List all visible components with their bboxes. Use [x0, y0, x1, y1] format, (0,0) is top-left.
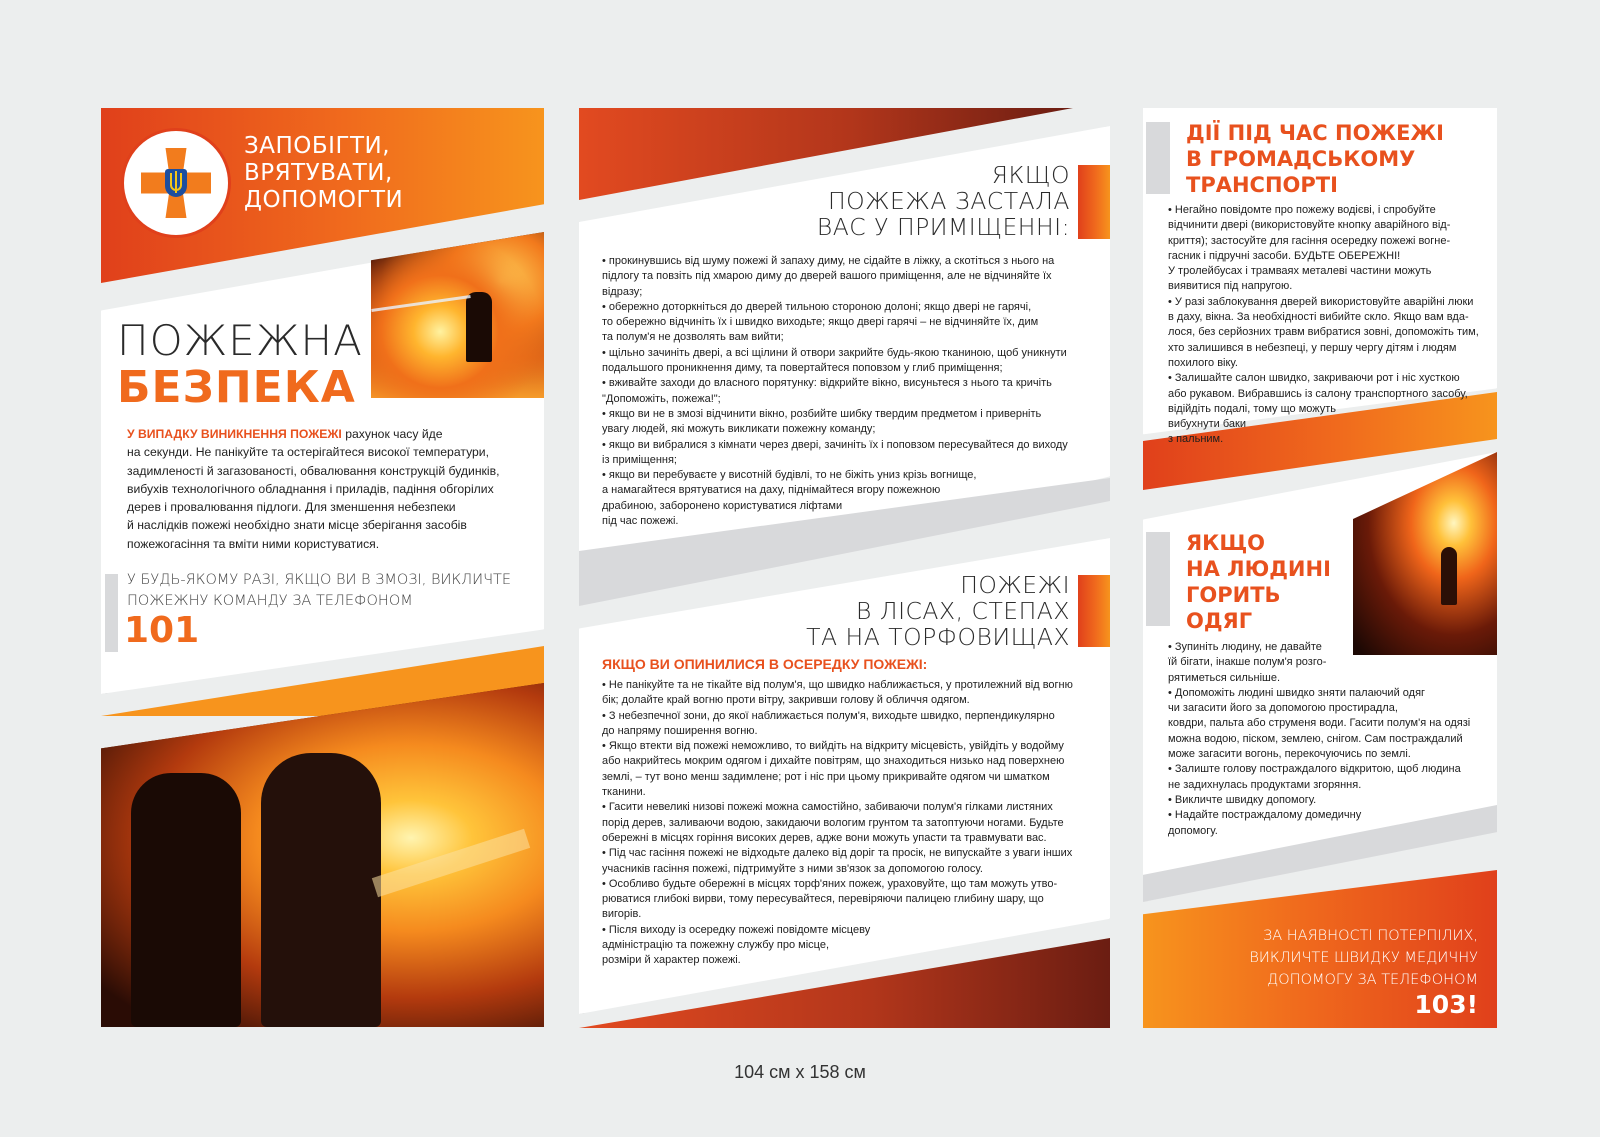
- title-accent: [1078, 165, 1110, 239]
- call-line: ПОЖЕЖНУ КОМАНДУ ЗА ТЕЛЕФОНОМ: [127, 593, 413, 609]
- rule-line: • Особливо будьте обережні в місцях торф'яних пожеж, ураховуйте, що там можуть утво-: [602, 877, 1058, 890]
- rule-line: • Гасити невеликі низові пожежі можна самостійно, забиваючи полум'я гілками листяних: [602, 801, 1053, 814]
- indoor-rules: [602, 254, 1102, 529]
- intro-text: [127, 425, 527, 553]
- rule-line: відійдіть подалі, тому що можуть: [1168, 402, 1337, 415]
- phone-101: 101: [124, 610, 200, 651]
- rule-line: бік; долайте край вогню проти вітру, закривши голову й обличчя одягом.: [602, 694, 970, 707]
- intro-lead: У ВИПАДКУ ВИНИКНЕННЯ ПОЖЕЖІ: [127, 427, 342, 441]
- rule-line: тканини.: [602, 786, 646, 799]
- transport-title-line: ДІЇ ПІД ЧАС ПОЖЕЖІ: [1186, 121, 1444, 145]
- rule-line: • якщо ви перебуваєте у висотній будівлі, то не біжіть униз крізь вогнище,: [602, 469, 977, 482]
- rule-line: "Допоможіть, пожежа!";: [602, 392, 721, 405]
- rule-line: або накрийтесь мокрим одягом і дихайте повітрям, що знаходиться низько над поверхнею: [602, 755, 1065, 768]
- rule-line: та полум'я не дозволять вам вийти;: [602, 331, 784, 344]
- clothes-title-line: ЯКЩО: [1186, 531, 1266, 555]
- rule-line: то обережно відчиніть їх і швидко виходьте; якщо двері гарячі – не відчиняйте їх, дим: [602, 316, 1039, 329]
- firefighter-photo: [371, 232, 544, 398]
- transport-title: [1186, 120, 1444, 198]
- rule-line: адміністрацію та пожежну службу про місце,: [602, 939, 830, 952]
- transport-rules: [1168, 203, 1493, 448]
- rule-line: • З небезпечної зони, до якої наближається полум'я, виходьте швидко, перпендикулярно: [602, 709, 1055, 722]
- rule-line: учасників гасіння пожежі, підтримуйте з ними зв'язок за допомогою голосу.: [602, 862, 983, 875]
- accent-bar: [105, 574, 118, 652]
- rule-line: • Викличте швидку допомогу.: [1168, 793, 1317, 806]
- call-line: У БУДЬ-ЯКОМУ РАЗІ, ЯКЩО ВИ В ЗМОЗІ, ВИКЛИЧТЕ: [127, 572, 512, 588]
- ambulance-call-text: [1160, 925, 1478, 991]
- rule-line: • якщо ви вибралися з кімнати через двері, зачиніть їх і поповзом пересувайтеся до виходу: [602, 438, 1068, 451]
- rule-line: чи загасити його за допомогою простирадла,: [1168, 702, 1398, 715]
- title-accent: [1078, 575, 1110, 647]
- intro-line: дерев і провалювання підлоги. Для зменшення небезпеки: [127, 500, 456, 515]
- ambulance-line: ДОПОМОГУ ЗА ТЕЛЕФОНОМ: [1267, 972, 1478, 988]
- slogan: [244, 133, 403, 214]
- rule-line: • вживайте заходи до власного порятунку: відкрийте вікно, висуньтеся з нього та кричіть: [602, 377, 1052, 390]
- forest-title: [760, 572, 1070, 650]
- rule-line: • Не панікуйте та не тікайте від полум'я, що швидко наближається, у протилежний від вогню: [602, 679, 1073, 691]
- accent-bar: [1146, 532, 1170, 626]
- transport-title-line: В ГРОМАДСЬКОМУ: [1186, 147, 1416, 171]
- clothes-rules: [1168, 640, 1493, 839]
- rule-line: рятиметься сильніше.: [1168, 671, 1281, 684]
- rule-line: не задихнулась продуктами згоряння.: [1168, 778, 1362, 791]
- clothes-title-line: ГОРИТЬ: [1186, 583, 1281, 607]
- rule-line: хто залишився в небезпеці, у першу чергу дітям і людям: [1168, 341, 1457, 354]
- rule-line: землі, – тут воно менш задимлене; рот і ніс при цьому прикривайте одягом чи шматком: [602, 770, 1050, 783]
- dsns-emblem: [121, 128, 231, 238]
- rule-line: подальшого проникнення диму, та повертайтеся поповзом у глиб приміщення;: [602, 362, 1003, 375]
- transport-title-line: ТРАНСПОРТІ: [1186, 173, 1338, 197]
- rule-line: з пальним.: [1168, 433, 1224, 446]
- rule-line: допомогу.: [1168, 824, 1218, 837]
- rule-line: • Зупиніть людину, не давайте: [1168, 641, 1322, 653]
- rule-line: • Залиште голову постраждалого відкритою, щоб людина: [1168, 763, 1461, 776]
- rule-line: відчинити двері (використовуйте кнопку аварійного від-: [1168, 219, 1451, 232]
- rule-line: виявитися під напругою.: [1168, 280, 1293, 293]
- rule-line: вибухнути баки: [1168, 418, 1246, 431]
- rule-line: увагу людей, які можуть викликати пожежну команду;: [602, 423, 876, 436]
- slogan-line: ДОПОМОГТИ: [244, 187, 404, 213]
- rule-line: ковдри, пальта або струменя води. Гасити полум'я на одязі: [1168, 717, 1471, 730]
- rule-line: лося, без серйозних травм вибратися зовні, допоможіть тим,: [1168, 326, 1479, 339]
- slogan-line: ВРЯТУВАТИ,: [244, 160, 393, 186]
- indoor-title: [760, 162, 1070, 240]
- rule-line: підлогу та повзіть під хмарою диму до дверей вашого приміщення, але не відчиняйте їх: [602, 270, 1052, 283]
- rule-line: гасник і підручні засоби. БУДЬТЕ ОБЕРЕЖНІ!: [1168, 249, 1401, 262]
- rule-line: їй бігати, інакше полум'я розго-: [1168, 656, 1327, 669]
- forest-subtitle: ЯКЩО ВИ ОПИНИЛИСЯ В ОСЕРЕДКУ ПОЖЕЖІ:: [602, 656, 928, 672]
- rule-line: рюватися глибокі вирви, тому пересувайтеся, перевіряючи палицею глибину шару, що: [602, 893, 1044, 906]
- trident-shield-icon: [165, 169, 187, 197]
- rule-line: похилого віку.: [1168, 356, 1238, 369]
- intro-line: пожежогасіння та вміти ними користуватися.: [127, 536, 380, 551]
- rule-line: У тролейбусах і трамваях металеві частини можуть: [1168, 265, 1432, 278]
- rule-line: драбиною, заборонено користуватися ліфтами: [602, 499, 843, 512]
- clothes-title-line: ОДЯГ: [1186, 609, 1253, 633]
- intro-line: рахунок часу йде: [341, 427, 443, 441]
- intro-line: вибухів технологічного обладнання і приладів, падіння обгорілих: [127, 481, 494, 496]
- rule-line: розміри й характер пожежі.: [602, 954, 741, 967]
- rule-line: можна водою, піском, землею, снігом. Сам постраждалий: [1168, 732, 1463, 745]
- title-pozhezhna: ПОЖЕЖНА: [117, 316, 363, 365]
- rule-line: вигорів.: [602, 908, 642, 921]
- forest-rules: [602, 678, 1102, 969]
- rule-line: • щільно зачиніть двері, а всі щілини й отвори закрийте будь-якою тканиною, щоб уникнути: [602, 346, 1067, 359]
- rule-line: в даху, вікна. За необхідності вибийте скло. Якщо вам вда-: [1168, 311, 1469, 324]
- rule-line: • Допоможіть людині швидко зняти палаючий одяг: [1168, 686, 1426, 699]
- rule-line: може загасити вогонь, перекочуючись по землі.: [1168, 748, 1411, 761]
- rule-line: • Негайно повідомте про пожежу водієві, і спробуйте: [1168, 204, 1436, 216]
- phone-103: 103!: [1414, 990, 1478, 1019]
- rule-line: до напряму поширення вогню.: [602, 724, 758, 737]
- forest-title-line: ТА НА ТОРФОВИЩАХ: [806, 623, 1070, 651]
- call-text: [127, 570, 511, 612]
- size-caption: 104 см х 158 см: [734, 1062, 866, 1082]
- ambulance-line: ЗА НАЯВНОСТІ ПОТЕРПІЛИХ,: [1263, 928, 1478, 944]
- indoor-title-line: ВАС У ПРИМІЩЕННІ:: [816, 213, 1070, 241]
- title-bezpeka: БЕЗПЕКА: [117, 362, 356, 413]
- forest-title-line: ПОЖЕЖІ: [960, 571, 1070, 599]
- intro-line: задимленості й загазованості, обвалювання конструкцій будинків,: [127, 463, 500, 478]
- rule-line: • обережно доторкніться до дверей тильною стороною долоні; якщо двері не гарячі,: [602, 300, 1032, 313]
- rule-line: • Надайте постраждалому домедичну: [1168, 809, 1362, 822]
- rule-line: • Після виходу із осередку пожежі повідомте місцеву: [602, 923, 871, 936]
- firefighters-photo: [101, 683, 544, 1027]
- clothes-title-line: НА ЛЮДИНІ: [1186, 557, 1331, 581]
- rule-line: криття); застосуйте для гасіння осередку пожежі вогне-: [1168, 234, 1451, 247]
- rule-line: відразу;: [602, 285, 643, 298]
- rule-line: • якщо ви не в змозі відчинити вікно, розбийте шибку твердим предметом і приверніть: [602, 407, 1042, 420]
- clothes-title: [1186, 530, 1331, 634]
- rule-line: обережні в місцях горіння високих дерев, адже вони можуть упасти та травмувати вас.: [602, 831, 1047, 844]
- intro-line: на секунди. Не панікуйте та остерігайтеся високої температури,: [127, 445, 489, 460]
- indoor-title-line: ЯКЩО: [991, 161, 1070, 189]
- rule-line: із приміщення;: [602, 453, 677, 466]
- slogan-line: ЗАПОБІГТИ,: [244, 133, 391, 159]
- rule-line: під час пожежі.: [602, 515, 679, 528]
- ambulance-line: ВИКЛИЧТЕ ШВИДКУ МЕДИЧНУ: [1249, 950, 1478, 966]
- rule-line: а намагайтеся врятуватися на даху, піднімайтеся вгору пожежною: [602, 484, 941, 497]
- rule-line: • Залишайте салон швидко, закриваючи рот і ніс хусткою: [1168, 372, 1460, 385]
- rule-line: • Якщо втекти від пожежі неможливо, то вийдіть на відкриту місцевість, увійдіть у водойму: [602, 740, 1064, 753]
- rule-line: або рукавом. Вибравшись із салону транспортного засобу,: [1168, 387, 1468, 400]
- rule-line: • У разі заблокування дверей використовуйте аварійні люки: [1168, 295, 1474, 308]
- rule-line: • Під час гасіння пожежі не відходьте далеко від доріг та просік, не випускайте з уваги інших: [602, 847, 1073, 860]
- forest-title-line: В ЛІСАХ, СТЕПАХ: [856, 597, 1070, 625]
- rule-line: порід дерев, заливаючи водою, закидаючи вологим грунтом та затоптуючи ногами. Будьте: [602, 816, 1064, 829]
- indoor-title-line: ПОЖЕЖА ЗАСТАЛА: [827, 187, 1070, 215]
- intro-line: й наслідків пожежі необхідно знати місце зберігання засобів: [127, 518, 467, 533]
- accent-bar: [1146, 122, 1170, 194]
- rule-line: • прокинувшись від шуму пожежі й запаху диму, не сідайте в ліжку, а скотіться з нього на: [602, 255, 1055, 267]
